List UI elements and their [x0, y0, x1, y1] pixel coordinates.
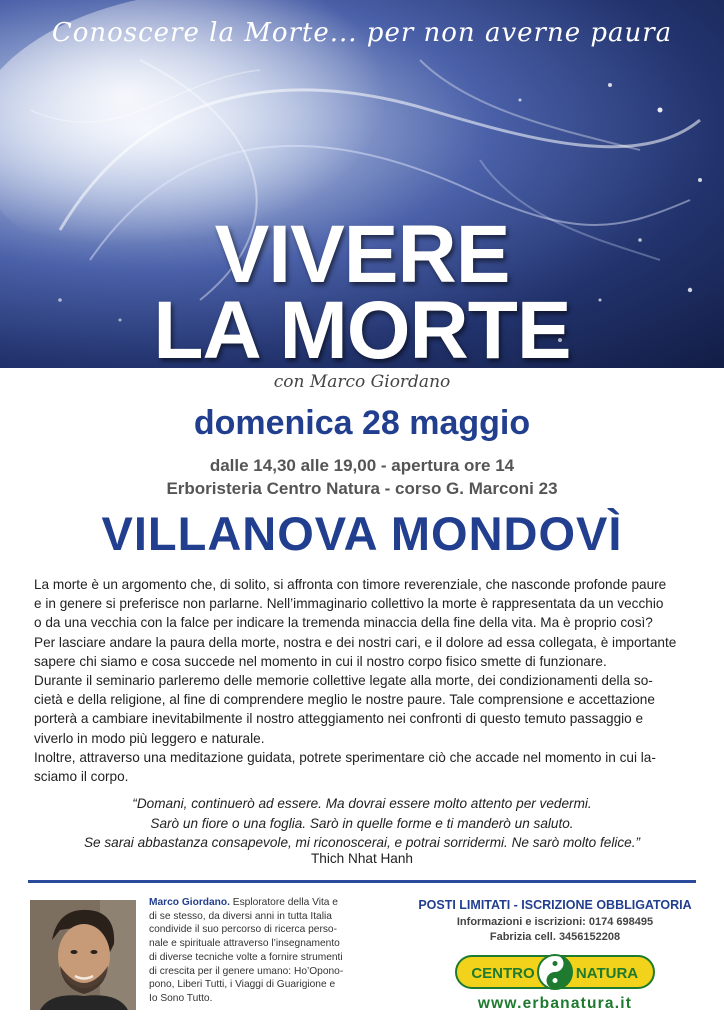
body-line: Per lasciare andare la paura della morte, nostra e dei nostri cari, e il dolore ad essa collegata, è importante: [34, 634, 677, 650]
tagline: Conoscere la Morte... per non averne paura: [51, 18, 673, 48]
quote-block: [0, 794, 724, 853]
quote-line: Se sarai abbastanza consapevole, mi riconoscerai, e potrai sorridermi. Ne sarò molto felice.”: [83, 835, 641, 850]
event-time: dalle 14,30 alle 19,00 - apertura ore 14: [209, 456, 515, 475]
speaker-bio: [149, 896, 397, 1006]
logo-text-left: CENTRO: [471, 965, 535, 982]
body-line: e in genere si preferisce non parlarne. Nell’immaginario collettivo la morte è rappresentata da un vecchio: [34, 596, 664, 612]
body-line: Inoltre, attraverso una meditazione guidata, potrete sperimentare ciò che accade nel momento in cui la-: [34, 749, 656, 765]
bio-line: nale e spirituale attraverso l’insegnamento: [149, 938, 340, 950]
event-city: VILLANOVA MONDOVÌ: [101, 507, 623, 560]
body-line: La morte è un argomento che, di solito, si affronta con timore reverenziale, che nasconde profonde paure: [34, 577, 667, 592]
contact-phone: Informazioni e iscrizioni: 0174 698495: [456, 916, 654, 928]
bio-line: condivide il suo percorso di ricerca perso-: [149, 924, 337, 936]
quote-author: Thich Nhat Hanh: [310, 851, 413, 866]
event-date: domenica 28 maggio: [193, 404, 531, 442]
portrait-icon: [30, 900, 136, 1010]
quote-line: “Domani, continuerò ad essere. Ma dovrai essere molto attento per vedermi.: [132, 796, 592, 811]
hero-banner: [0, 0, 724, 368]
description-text: [34, 575, 694, 786]
bio-line: pono, Liberi Tutti, i Viaggi di Guarigione e: [149, 979, 336, 991]
body-line: sciamo il corpo.: [34, 769, 129, 785]
bio-line: Io Sono Tutto.: [149, 992, 213, 1004]
bio-line: di diverse tecniche volte a fornire strumenti: [149, 951, 343, 963]
body-line: Durante il seminario parleremo delle memorie collettive legate alla morte, dei condizionamenti della so-: [34, 673, 653, 689]
bio-line: di se stesso, da diversi anni in tutta Italia: [149, 910, 332, 922]
bio-line: Esploratore della Vita e: [232, 897, 338, 908]
logo-text-right: NATURA: [575, 965, 639, 982]
title-line-1: VIVERE: [214, 209, 510, 300]
title-line-2: LA MORTE: [153, 285, 571, 368]
centro-natura-logo: [455, 953, 655, 991]
divider: [28, 880, 696, 883]
bio-line: di crescita per il genere umano: Ho’Opono-: [149, 965, 344, 977]
speaker-photo: [30, 900, 136, 1010]
speaker-subtitle: con Marco Giordano: [273, 372, 451, 392]
speaker-name: Marco Giordano.: [149, 897, 230, 908]
body-line: viverlo in modo più leggero e naturale.: [34, 730, 265, 746]
contact-cell: Fabrizia cell. 3456152208: [489, 931, 621, 943]
website-link[interactable]: www.erbanatura.it: [477, 995, 633, 1012]
body-line: porterà a cambiare inevitabilmente il nostro atteggiamento nei confronti di questo temuto passaggio e: [34, 711, 644, 727]
body-line: sapere chi siamo e cosa succede nel momento in cui il nostro corpo fisico smette di funzionare.: [34, 653, 607, 669]
quote-line: Sarò un fiore o una foglia. Sarò in quelle forme e ti manderò un saluto.: [150, 815, 574, 831]
body-line: cietà e della religione, al fine di comprendere meglio le nostre paure. Tale comprensione e accettazione: [34, 692, 655, 708]
body-line: o da una vecchia con la falce per indicare la tremenda minaccia della fine della vita. Ma è proprio così?: [34, 615, 653, 631]
event-venue: Erboristeria Centro Natura - corso G. Marconi 23: [166, 479, 558, 498]
registration-notice: POSTI LIMITATI - ISCRIZIONE OBBLIGATORIA: [418, 898, 692, 912]
